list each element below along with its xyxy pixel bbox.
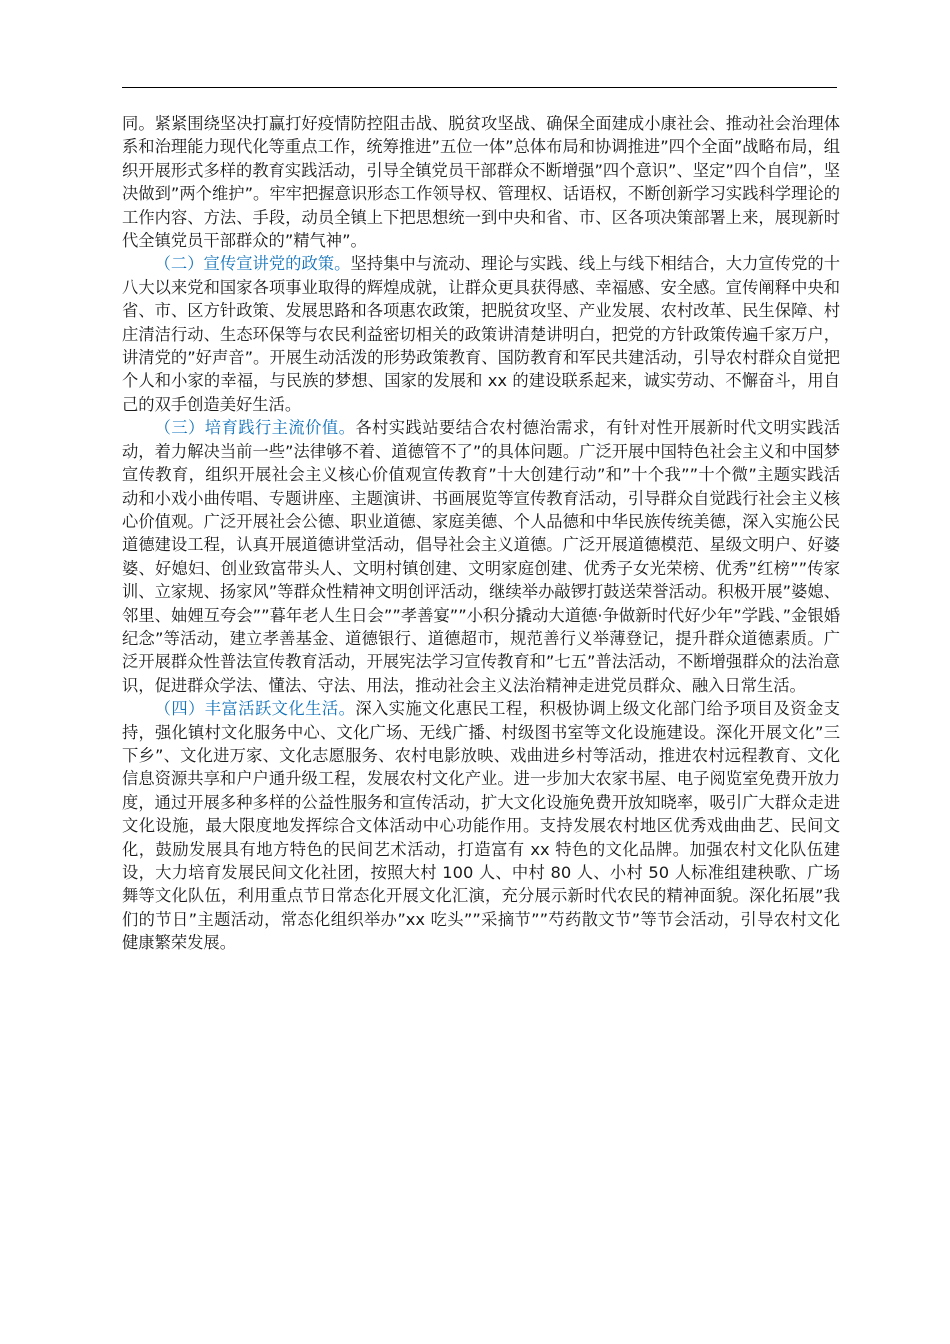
paragraph-section-3 (122, 416, 840, 697)
paragraph-body: 各村实践站要结合农村德治需求，有针对性开展新时代文明实践活动，着力解决当前一些”法律够不着、道德管不了”的具体问题。广泛开展中国特色社会主义和中国梦宣传教育，组织开展社会主义核心价值观宣传教育”十大创建行动”和”十个我””十个微”主题实践活动和小戏小曲传唱、专题讲座、主题演讲、书画展览等宣传教育活动，引导群众自觉践行社会主义核心价值观。广泛开展社会公德、职业道德、家庭美德、个人品德和中华民族传统美德，深入实施公民道德建设工程，认真开展道德讲堂活动，倡导社会主义道德。广泛开展道德模范、星级文明户、好婆婆、好媳妇、创业致富带头人、文明村镇创建、文明家庭创建、优秀子女光荣榜、优秀”红榜””传家训、立家规、扬家风”等群众性精神文明创评活动，继续举办敲锣打鼓送荣誉活动。积极开展”婆媳、邻里、妯娌互夸会””暮年老人生日会””孝善宴””小积分撬动大道德·争做新时代好少年”学践、”金银婚纪念”等活动，建立孝善基金、道德银行、道德超市，规范善行义举薄登记，提升群众道德素质。广泛开展群众性普法宣传教育活动，开展宪法学习宣传教育和”七五”普法活动，不断增强群众的法治意识，促进群众学法、懂法、守法、用法，推动社会主义法治精神走进党员群众、融入日常生活。 (122, 418, 840, 695)
document-body (122, 112, 840, 955)
paragraph-body: 坚持集中与流动、理论与实践、线上与线下相结合，大力宣传党的十八大以来党和国家各项事业取得的辉煌成就，让群众更具获得感、幸福感、安全感。宣传阐释中央和省、市、区方针政策、发展思路和各项惠农政策，把脱贫攻坚、产业发展、农村改革、民生保障、村庄清洁行动、生态环保等与农民利益密切相关的政策讲清楚讲明白，把党的方针政策传遍千家万户，讲清党的”好声音”。开展生动活泼的形势政策教育、国防教育和军民共建活动，引导农村群众自觉把个人和小家的幸福，与民族的梦想、国家的发展和 xx 的建设联系起来，诚实劳动、不懈奋斗，用自己的双手创造美好生活。 (122, 254, 840, 414)
paragraph-body: 深入实施文化惠民工程，积极协调上级文化部门给予项目及资金支持，强化镇村文化服务中心、文化广场、无线广播、村级图书室等文化设施建设。深化开展文化”三下乡”、文化进万家、文化志愿服务、农村电影放映、戏曲进乡村等活动，推进农村远程教育、文化信息资源共享和户户通升级工程，发展农村文化产业。进一步加大农家书屋、电子阅览室免费开放力度，通过开展多种多样的公益性服务和宣传活动，扩大文化设施免费开放知晓率，吸引广大群众走进文化设施，最大限度地发挥综合文体活动中心功能作用。支持发展农村地区优秀戏曲曲艺、民间文化，鼓励发展具有地方特色的民间艺术活动，打造富有 xx 特色的文化品牌。加强农村文化队伍建设，大力培育发展民间文化社团，按照大村 100 人、中村 80 人、小村 50 人标准组建秧歌、广场舞等文化队伍，利用重点节日常态化开展文化汇演，充分展示新时代农民的精神面貌。深化拓展”我们的节日”主题活动，常态化组织举办”xx 吃头””采摘节””芍药散文节”等节会活动，引导农村文化健康繁荣发展。 (122, 699, 840, 953)
section-heading: （三）培育践行主流价值。 (154, 418, 356, 438)
header-rule (122, 87, 837, 88)
paragraph-section-4 (122, 697, 840, 954)
paragraph-section-2 (122, 252, 840, 416)
section-heading: （二）宣传宣讲党的政策。 (154, 254, 351, 274)
section-heading: （四）丰富活跃文化生活。 (154, 699, 356, 719)
paragraph-body: 同。紧紧围绕坚决打赢打好疫情防控阻击战、脱贫攻坚战、确保全面建成小康社会、推动社会治理体系和治理能力现代化等重点工作，统筹推进”五位一体”总体布局和协调推进”四个全面”战略布局，组织开展形式多样的教育实践活动，引导全镇党员干部群众不断增强”四个意识”、坚定”四个自信”，坚决做到”两个维护”。牢牢把握意识形态工作领导权、管理权、话语权，不断创新学习实践科学理论的工作内容、方法、手段，动员全镇上下把思想统一到中央和省、市、区各项决策部署上来，展现新时代全镇党员干部群众的”精气神”。 (122, 114, 840, 251)
paragraph-continuation (122, 112, 840, 252)
